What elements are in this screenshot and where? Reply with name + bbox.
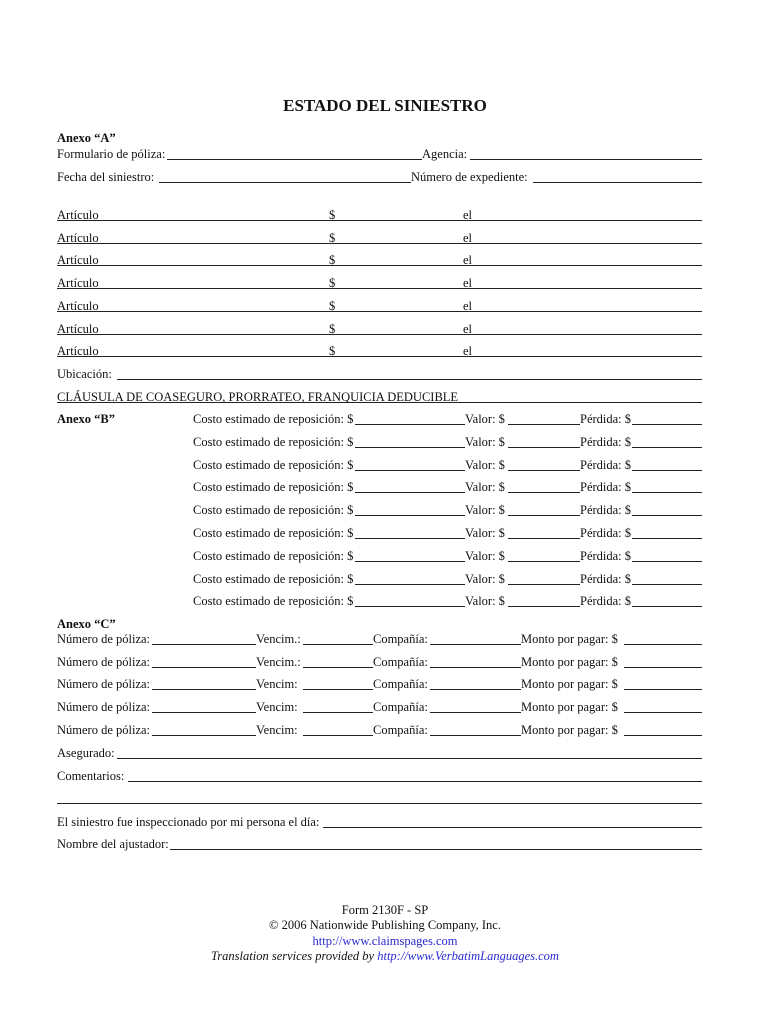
company-field[interactable] — [430, 735, 521, 736]
replacement-cost-label: Costo estimado de reposición: $ — [193, 480, 354, 495]
clause-label: CLÁUSULA DE COASEGURO, PRORRATEO, FRANQUICIA DEDUCIBLE — [57, 390, 459, 404]
replacement-cost-label: Costo estimado de reposición: $ — [193, 503, 354, 518]
company-label: Compañía: — [373, 722, 428, 737]
company-field[interactable] — [430, 712, 521, 713]
dollar-label: $ — [329, 208, 336, 222]
article-label: Artículo — [57, 344, 99, 359]
el-label: el — [463, 253, 473, 268]
expiry-label: Vencim: — [256, 677, 298, 692]
policy-number-field[interactable] — [152, 667, 256, 668]
amount-label: Monto por pagar: $ — [521, 632, 618, 646]
el-label: el — [463, 230, 473, 245]
policy-number-label: Número de póliza: — [57, 632, 151, 646]
loss-label: Pérdida: $ — [580, 480, 632, 495]
annex-b-heading: Anexo “B” — [57, 412, 115, 426]
loss-label: Pérdida: $ — [580, 571, 632, 586]
amount-label: Monto por pagar: $ — [521, 722, 618, 737]
article-line[interactable] — [57, 265, 702, 266]
dollar-label: $ — [329, 321, 336, 336]
file-number-label: Número de expediente: — [411, 170, 528, 184]
loss-label: Pérdida: $ — [580, 412, 632, 426]
company-label: Compañía: — [373, 654, 428, 669]
loss-field[interactable] — [632, 424, 702, 425]
amount-field[interactable] — [624, 689, 702, 690]
policy-number-label: Número de póliza: — [57, 722, 151, 737]
replacement-cost-label: Costo estimado de reposición: $ — [193, 548, 354, 563]
policy-form-label: Formulario de póliza: — [57, 147, 166, 161]
value-label: Valor: $ — [465, 503, 505, 518]
article-label: Artículo — [57, 276, 99, 291]
dollar-label: $ — [329, 298, 336, 313]
value-field[interactable] — [508, 606, 580, 607]
el-label: el — [463, 276, 473, 291]
clause-underline — [57, 402, 466, 403]
policy-number-field[interactable] — [152, 689, 256, 690]
policy-number-label: Número de póliza: — [57, 700, 151, 715]
expiry-label: Vencim: — [256, 722, 298, 737]
replacement-cost-label: Costo estimado de reposición: $ — [193, 571, 354, 586]
claimspages-link[interactable]: http://www.claimspages.com — [312, 934, 458, 948]
replacement-cost-field[interactable] — [355, 492, 465, 493]
loss-date-field[interactable] — [159, 182, 411, 183]
value-field[interactable] — [508, 424, 580, 425]
amount-field[interactable] — [624, 712, 702, 713]
amount-label: Monto por pagar: $ — [521, 677, 618, 692]
article-line[interactable] — [57, 356, 702, 357]
company-field[interactable] — [430, 667, 521, 668]
value-label: Valor: $ — [465, 434, 505, 449]
loss-field[interactable] — [632, 538, 702, 539]
company-field[interactable] — [430, 644, 521, 645]
translation-credit — [0, 949, 770, 964]
expiry-label: Vencim.: — [256, 632, 301, 646]
replacement-cost-field[interactable] — [355, 470, 465, 471]
amount-field[interactable] — [624, 644, 702, 645]
value-label: Valor: $ — [465, 412, 505, 426]
replacement-cost-field[interactable] — [355, 561, 465, 562]
insured-label: Asegurado: — [57, 746, 115, 760]
replacement-cost-field[interactable] — [355, 515, 465, 516]
adjuster-field[interactable] — [170, 849, 702, 850]
policy-number-label: Número de póliza: — [57, 654, 151, 669]
value-label: Valor: $ — [465, 457, 505, 472]
replacement-cost-label: Costo estimado de reposición: $ — [193, 412, 354, 426]
loss-field[interactable] — [632, 492, 702, 493]
value-field[interactable] — [508, 470, 580, 471]
amount-field[interactable] — [624, 735, 702, 736]
amount-field[interactable] — [624, 667, 702, 668]
value-field[interactable] — [508, 515, 580, 516]
comments-field[interactable] — [128, 781, 702, 782]
company-label: Compañía: — [373, 677, 428, 692]
loss-field[interactable] — [632, 447, 702, 448]
location-label: Ubicación: — [57, 367, 112, 381]
expiry-field[interactable] — [303, 712, 373, 713]
comments-label: Comentarios: — [57, 769, 125, 783]
verbatim-link[interactable]: http://www.VerbatimLanguages.com — [377, 949, 559, 963]
value-field[interactable] — [508, 561, 580, 562]
loss-label: Pérdida: $ — [580, 594, 632, 609]
article-label: Artículo — [57, 208, 99, 222]
expiry-field[interactable] — [303, 644, 373, 645]
replacement-cost-field[interactable] — [355, 606, 465, 607]
policy-number-field[interactable] — [152, 712, 256, 713]
inspection-date-field[interactable] — [323, 827, 702, 828]
form-number: Form 2130F - SP — [341, 903, 429, 917]
article-line[interactable] — [57, 243, 702, 244]
article-line[interactable] — [57, 288, 702, 289]
annex-c-heading: Anexo “C” — [57, 617, 116, 631]
loss-field[interactable] — [632, 470, 702, 471]
policy-number-label: Número de póliza: — [57, 677, 151, 692]
value-label: Valor: $ — [465, 526, 505, 540]
comments-field-line-2[interactable] — [57, 803, 702, 804]
dollar-label: $ — [329, 344, 336, 359]
expiry-field[interactable] — [303, 689, 373, 690]
loss-label: Pérdida: $ — [580, 548, 632, 563]
el-label: el — [463, 298, 473, 313]
value-field[interactable] — [508, 584, 580, 585]
policy-number-field[interactable] — [152, 644, 256, 645]
el-label: el — [463, 344, 473, 359]
replacement-cost-label: Costo estimado de reposición: $ — [193, 434, 354, 449]
agency-label: Agencia: — [422, 147, 468, 161]
loss-field[interactable] — [632, 561, 702, 562]
clause-field[interactable] — [466, 402, 702, 403]
policy-number-field[interactable] — [152, 735, 256, 736]
page-title: ESTADO DEL SINIESTRO — [283, 96, 487, 115]
article-line[interactable] — [57, 334, 702, 335]
value-label: Valor: $ — [465, 480, 505, 495]
annex-a-heading: Anexo “A” — [57, 131, 116, 145]
loss-label: Pérdida: $ — [580, 457, 632, 472]
file-number-field[interactable] — [533, 182, 702, 183]
loss-date-label: Fecha del siniestro: — [57, 170, 155, 184]
amount-label: Monto por pagar: $ — [521, 654, 618, 669]
inspection-label: El siniestro fue inspeccionado por mi persona el día: — [57, 815, 320, 829]
company-label: Compañía: — [373, 700, 428, 715]
dollar-label: $ — [329, 276, 336, 291]
expiry-field[interactable] — [303, 735, 373, 736]
replacement-cost-field[interactable] — [355, 447, 465, 448]
article-label: Artículo — [57, 298, 99, 313]
amount-label: Monto por pagar: $ — [521, 700, 618, 715]
article-label: Artículo — [57, 253, 99, 268]
replacement-cost-field[interactable] — [355, 584, 465, 585]
value-label: Valor: $ — [465, 594, 505, 609]
adjuster-label: Nombre del ajustador: — [57, 837, 169, 851]
expiry-label: Vencim.: — [256, 654, 301, 669]
insured-field[interactable] — [117, 758, 702, 759]
replacement-cost-label: Costo estimado de reposición: $ — [193, 457, 354, 472]
dollar-label: $ — [329, 230, 336, 245]
replacement-cost-label: Costo estimado de reposición: $ — [193, 526, 354, 540]
article-line[interactable] — [57, 311, 702, 312]
article-label: Artículo — [57, 321, 99, 336]
policy-form-field[interactable] — [167, 159, 422, 160]
loss-label: Pérdida: $ — [580, 434, 632, 449]
el-label: el — [463, 208, 473, 222]
loss-field[interactable] — [632, 584, 702, 585]
article-label: Artículo — [57, 230, 99, 245]
company-field[interactable] — [430, 689, 521, 690]
copyright: © 2006 Nationwide Publishing Company, Inc. — [269, 918, 501, 932]
replacement-cost-field[interactable] — [355, 538, 465, 539]
dollar-label: $ — [329, 253, 336, 268]
value-field[interactable] — [508, 538, 580, 539]
agency-field[interactable] — [470, 159, 702, 160]
value-label: Valor: $ — [465, 548, 505, 563]
location-field[interactable] — [117, 379, 702, 380]
value-label: Valor: $ — [465, 571, 505, 586]
loss-label: Pérdida: $ — [580, 526, 632, 540]
expiry-field[interactable] — [303, 667, 373, 668]
loss-label: Pérdida: $ — [580, 503, 632, 518]
translation-prefix: Translation services provided by — [211, 949, 378, 963]
replacement-cost-field[interactable] — [355, 424, 465, 425]
replacement-cost-label: Costo estimado de reposición: $ — [193, 594, 354, 609]
company-label: Compañía: — [373, 632, 428, 646]
loss-field[interactable] — [632, 515, 702, 516]
value-field[interactable] — [508, 492, 580, 493]
value-field[interactable] — [508, 447, 580, 448]
loss-field[interactable] — [632, 606, 702, 607]
article-line[interactable] — [57, 220, 702, 221]
expiry-label: Vencim: — [256, 700, 298, 715]
el-label: el — [463, 321, 473, 336]
